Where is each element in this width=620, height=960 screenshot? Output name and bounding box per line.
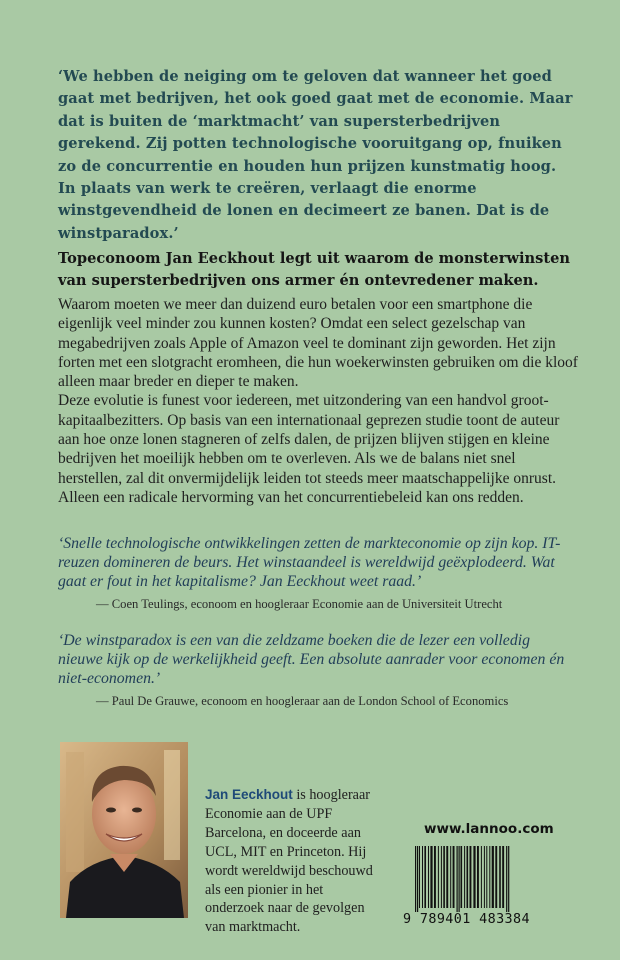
pull-quote: ‘We hebben de neiging om te geloven dat wanneer het goed gaat met bedrijven, het ook goed gaat met de economie. Maar dat is buiten de ‘marktmacht’ van supersterbedrijven gerekend. Zij potten technologische vooruitgang op, fnuiken zo de concurrentie en houden hun prijzen kunstmatig hoog. In plaats van werk te creëren, verlaagt die enorme winstgevendheid de lonen en decimeert ze banen. Dat is de winstparadox.’ xyxy=(58,68,573,242)
review-2 xyxy=(58,631,578,709)
blurb-paragraph-1: Waarom moeten we meer dan duizend euro betalen voor een smartphone die eigenlijk veel minder zou kunnen kosten? Omdat een select gezelschap van megabedrijven zoals Apple of Amazon veel te dominant zijn geworden. Het zijn forten met een slotgracht eromheen, die hun woekerwinsten gebruiken om die kloof alleen maar breder en dieper te maken. xyxy=(58,296,578,391)
review-1-text: ‘Snelle technologische ontwikkelingen zetten de markteconomie op zijn kop. IT-reuzen domineren de beurs. Het winstaandeel is wereldwijd geëxplodeerd. Wat gaat er fout in het kapitalisme? Jan Eeckhout weet raad.’ xyxy=(58,535,561,591)
review-1 xyxy=(58,534,578,612)
blurb-paragraph-2: Deze evolutie is funest voor iedereen, met uitzondering van een handvol groot-kapitaalbezitters. Op basis van een internationaal geprezen studie toont de auteur aan hoe onze lonen stagneren of zelfs dalen, de prijzen blijven stijgen en kleine bedrijven het moeilijk hebben om te overleven. Als we de balans niet snel herstellen, zal dit onvermijdelijk leiden tot steeds meer maatschappelijke onrust. Alleen een radicale hervorming van het concurrentiebeleid kan ons redden. xyxy=(58,392,560,506)
author-name: Jan Eeckhout xyxy=(205,787,293,802)
barcode-number: 9 789401 483384 xyxy=(403,912,566,927)
barcode-bars xyxy=(403,846,566,916)
blurb-body xyxy=(58,295,578,507)
publisher-website[interactable]: www.lannoo.com xyxy=(424,821,554,837)
author-bio-text: is hoogleraar Economie aan de UPF Barcelona, en doceerde aan UCL, MIT en Princeton. Hij wordt wereldwijd beschouwd als een pionier in het onderzoek naar de gevolgen van marktmacht. xyxy=(205,787,373,936)
author-photo xyxy=(60,742,188,918)
review-2-author: — Paul De Grauwe, econoom en hoogleraar aan de London School of Economics xyxy=(96,693,509,708)
review-2-text: ‘De winstparadox is een van die zeldzame boeken die de lezer een volledig nieuwe kijk op de werkelijkheid geeft. Een absolute aanrader voor economen én niet-economen.’ xyxy=(58,632,565,688)
author-bio xyxy=(205,786,381,937)
headline: Topeconoom Jan Eeckhout legt uit waarom de monsterwinsten van supersterbedrijven ons armer én ontevredener maken. xyxy=(58,250,570,289)
review-1-author: — Coen Teulings, econoom en hoogleraar Economie aan de Universiteit Utrecht xyxy=(96,596,503,611)
